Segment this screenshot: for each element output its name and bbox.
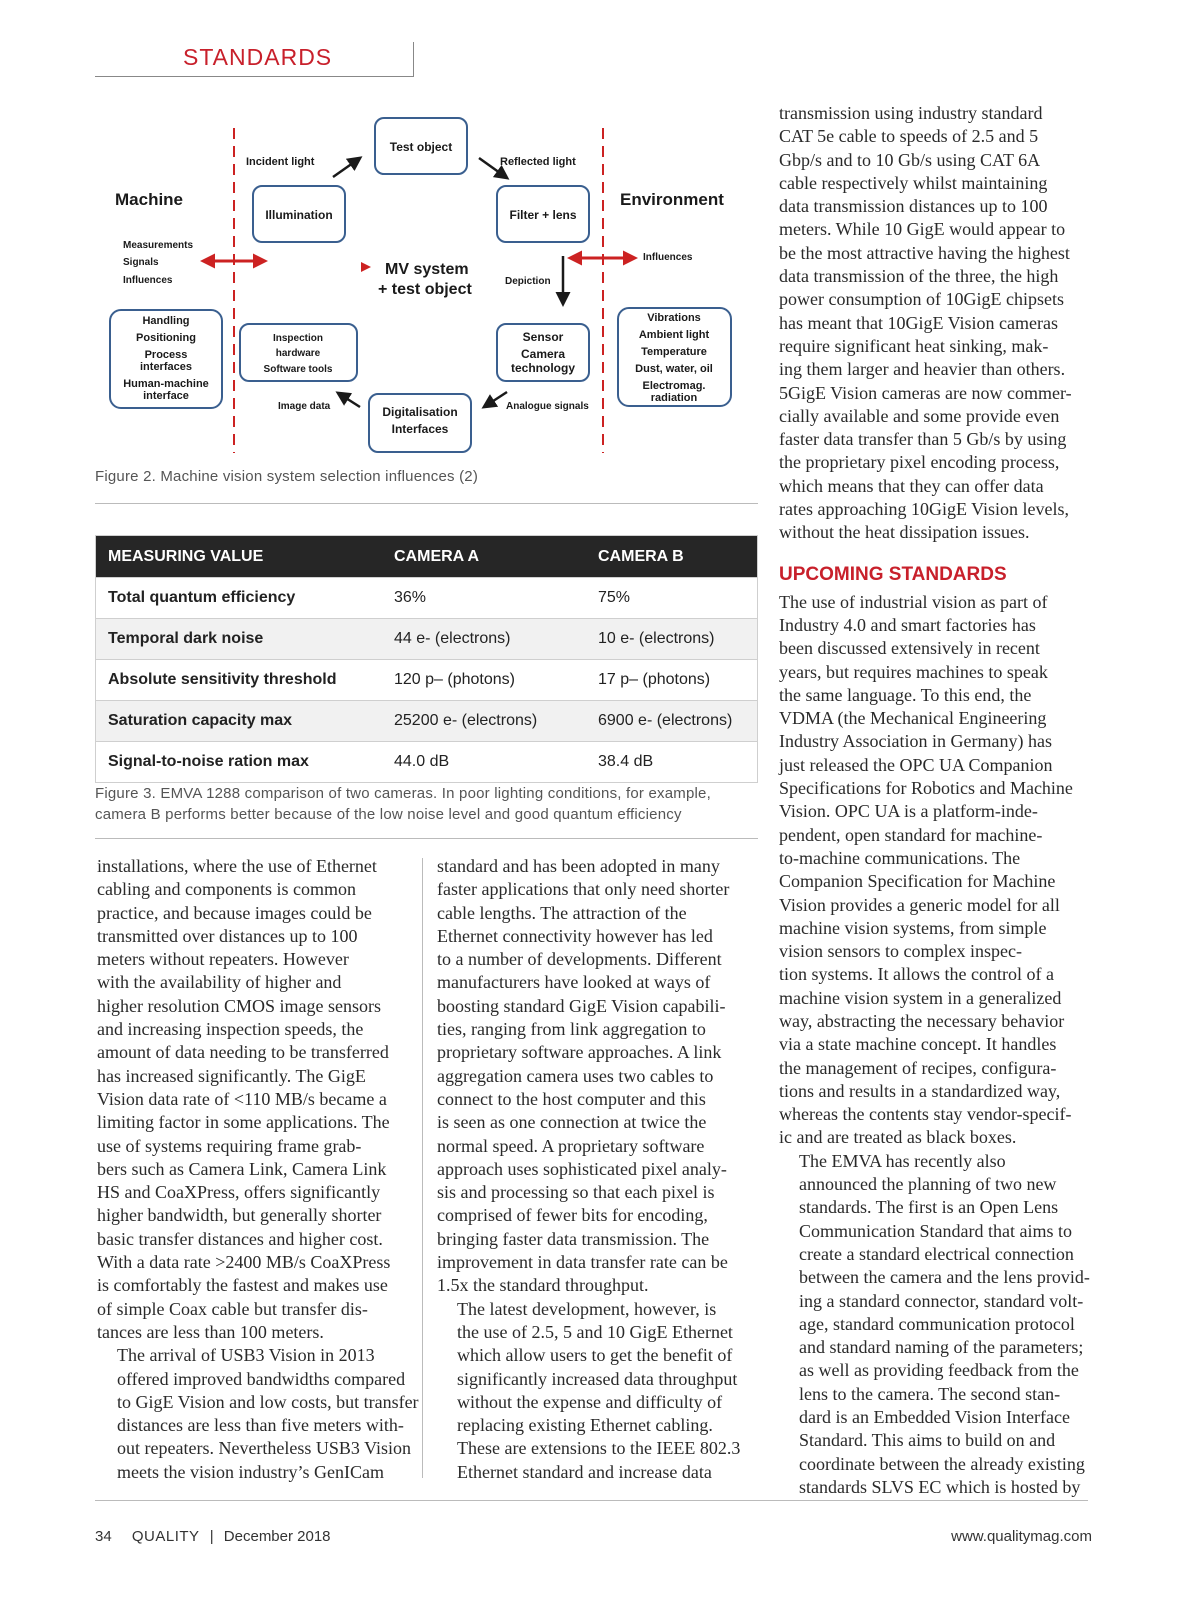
camera-a-value: 36% [382, 578, 586, 619]
text-line: data transmission of the three, the high [779, 266, 1059, 287]
text-line: data transmission distances up to 100 [779, 196, 1048, 217]
camera-b-value: 6900 e- (electrons) [586, 701, 758, 742]
figure-2-caption: Figure 2. Machine vision system selection influences (2) [95, 468, 479, 485]
camera-a-value: 25200 e- (electrons) [382, 701, 586, 742]
camera-a-value: 120 p– (photons) [382, 660, 586, 701]
text-line: transmitted over distances up to 100 [97, 925, 358, 946]
text-line: proprietary software approaches. A link [437, 1042, 722, 1063]
text-line: been discussed extensively in recent [779, 638, 1040, 659]
page-number: 34 [95, 1528, 112, 1545]
text-line: Vision. OPC UA is a platform-inde- [779, 801, 1038, 822]
figure-3-caption-line-1: Figure 3. EMVA 1288 comparison of two cameras. In poor lighting conditions, for example, [95, 785, 711, 802]
incident-arrow [333, 158, 360, 177]
footer-left [95, 1528, 331, 1545]
table-row [96, 660, 758, 701]
analogue-arrow [484, 392, 507, 407]
handling-line-1: Handling [142, 315, 190, 327]
text-line: with the availability of higher and [97, 972, 342, 993]
text-line: These are extensions to the IEEE 802.3 [457, 1438, 741, 1459]
test-object-label: Test object [389, 140, 453, 154]
text-line: Industry 4.0 and smart factories has [779, 614, 1036, 635]
text-line: out repeaters. Nevertheless USB3 Vision [117, 1438, 412, 1459]
text-line: boosting standard GigE Vision capabili- [437, 995, 726, 1016]
text-line: limiting factor in some applications. The [97, 1112, 390, 1133]
text-line: cable respectively whilst maintaining [779, 172, 1048, 193]
paragraph [779, 1150, 1094, 1499]
text-line: 5GigE Vision cameras are now commer- [779, 382, 1072, 403]
signals-label: Signals [123, 257, 159, 268]
text-line: bringing faster data transmission. The [437, 1228, 710, 1249]
text-line: Industry Association in Germany) has [779, 731, 1052, 752]
image-data-label: Image data [278, 401, 331, 412]
depiction-label: Depiction [505, 276, 551, 287]
text-line: the proprietary pixel encoding process, [779, 452, 1060, 473]
paragraph [779, 591, 1094, 1150]
text-line: Vision data rate of <110 MB/s became a [97, 1088, 387, 1109]
text-line: years, but requires machines to speak [779, 661, 1048, 682]
text-line: via a state machine concept. It handles [779, 1034, 1057, 1055]
text-line: Vision provides a generic model for all [779, 894, 1060, 915]
inspection-line-2: hardware [275, 348, 321, 359]
text-line: which means that they can offer data [779, 475, 1044, 496]
paragraph [779, 102, 1094, 545]
text-line: offered improved bandwidths compared [117, 1368, 406, 1389]
figure-2-diagram [95, 108, 760, 473]
text-line: VDMA (the Mechanical Engineering [779, 708, 1047, 729]
text-line: significantly increased data throughput [457, 1368, 738, 1389]
text-line: Ethernet standard and increase data [457, 1461, 712, 1482]
text-line: HS and CoaXPress, offers significantly [97, 1182, 381, 1203]
text-line: has increased significantly. The GigE [97, 1065, 366, 1086]
text-line: tions and results in a standardized way, [779, 1080, 1061, 1101]
paragraph [97, 855, 412, 1344]
text-line: ing a standard connector, standard volt- [799, 1290, 1084, 1311]
text-line: replacing existing Ethernet cabling. [457, 1415, 713, 1436]
text-line: connect to the host computer and this [437, 1088, 706, 1109]
camera-b-value: 38.4 dB [586, 742, 758, 783]
camera-comparison-table [95, 535, 758, 783]
handling-line-6: interface [143, 390, 189, 402]
influences-right-label: Influences [643, 252, 693, 263]
text-line: without the expense and difficulty of [457, 1391, 723, 1412]
influences-left-label: Influences [123, 275, 173, 286]
handling-line-4: interfaces [140, 361, 192, 373]
row-label: Temporal dark noise [96, 619, 383, 660]
text-line: and increasing inspection speeds, the [97, 1019, 364, 1040]
text-line: practice, and because images could be [97, 902, 372, 923]
machine-label: Machine [115, 190, 184, 209]
text-line: meters without repeaters. However [97, 949, 349, 970]
upcoming-standards-heading: UPCOMING STANDARDS [779, 563, 1007, 585]
sensor-line-1: Sensor [522, 330, 564, 344]
incident-light-label: Incident light [246, 156, 315, 168]
text-line: the management of recipes, configura- [779, 1057, 1057, 1078]
sensor-line-2: Camera [520, 347, 566, 361]
text-line: ties, ranging from link aggregation to [437, 1019, 706, 1040]
vibrations-line-5: Electromag. [642, 380, 706, 392]
text-line: ing them larger and heavier than others. [779, 359, 1066, 380]
table-row [96, 619, 758, 660]
text-line: whereas the contents stay vendor-specif- [779, 1104, 1072, 1125]
table-header-row [96, 536, 758, 578]
camera-a-value: 44 e- (electrons) [382, 619, 586, 660]
text-line: meters. While 10 GigE would appear to [779, 219, 1066, 240]
text-line: use of systems requiring frame grab- [97, 1135, 362, 1156]
camera-b-value: 10 e- (electrons) [586, 619, 758, 660]
text-line: basic transfer distances and higher cost. [97, 1228, 383, 1249]
text-line: 1.5x the standard throughput. [437, 1275, 649, 1296]
text-line: vision sensors to complex inspec- [779, 941, 1022, 962]
camera-b-value: 17 p– (photons) [586, 660, 758, 701]
text-line: comprised of fewer bits for encoding, [437, 1205, 708, 1226]
column-divider [422, 858, 423, 1478]
text-line: rates approaching 10GigE Vision levels, [779, 499, 1070, 520]
text-line: The use of industrial vision as part of [779, 591, 1048, 612]
divider [95, 503, 758, 504]
text-line: sis and processing so that each pixel is [437, 1182, 715, 1203]
article-column-3 [779, 102, 1094, 1499]
vibrations-line-3: Temperature [641, 346, 707, 358]
text-line: has meant that 10GigE Vision cameras [779, 312, 1059, 333]
section-title: STANDARDS [183, 44, 333, 70]
text-line: ic and are treated as black boxes. [779, 1127, 1017, 1148]
text-line: dard is an Embedded Vision Interface [799, 1407, 1070, 1428]
text-line: The latest development, however, is [457, 1298, 717, 1319]
text-line: be the most attractive having the highest [779, 242, 1070, 263]
text-line: Standard. This aims to build on and [799, 1430, 1056, 1451]
text-line: to GigE Vision and low costs, but transfer [117, 1391, 419, 1412]
text-line: aggregation camera uses two cables to [437, 1065, 714, 1086]
text-line: higher resolution CMOS image sensors [97, 995, 381, 1016]
text-line: Companion Specification for Machine [779, 871, 1056, 892]
text-line: installations, where the use of Ethernet [97, 856, 377, 876]
text-line: require significant heat sinking, mak- [779, 335, 1049, 356]
text-line: the use of 2.5, 5 and 10 GigE Ethernet [457, 1321, 733, 1342]
text-line: Specifications for Robotics and Machine [779, 778, 1073, 799]
paragraph [437, 855, 752, 1298]
text-line: between the camera and the lens provid- [799, 1267, 1090, 1288]
table-row [96, 578, 758, 619]
header-measuring-value: MEASURING VALUE [96, 536, 383, 578]
text-line: faster data transfer than 5 Gb/s by using [779, 429, 1067, 450]
text-line: cabling and components is common [97, 879, 356, 900]
text-line: which allow users to get the benefit of [457, 1345, 733, 1366]
article-column-1 [97, 855, 419, 1484]
text-line: is seen as one connection at twice the [437, 1112, 707, 1133]
row-label: Total quantum efficiency [96, 578, 383, 619]
text-line: meets the vision industry’s GenICam [117, 1461, 384, 1482]
header-camera-b: CAMERA B [586, 536, 758, 578]
text-line: CAT 5e cable to speeds of 2.5 and 5 [779, 126, 1039, 147]
inspection-line-1: Inspection [272, 333, 324, 344]
center-label-1: MV system [385, 261, 469, 278]
text-line: is comfortably the fastest and makes use [97, 1275, 388, 1296]
text-line: lens to the camera. The second stan- [799, 1383, 1061, 1404]
text-line: Ethernet connectivity however has led [437, 925, 713, 946]
vibrations-line-4: Dust, water, oil [635, 363, 713, 375]
text-line: Communication Standard that aims to [799, 1220, 1072, 1241]
text-line: coordinate between the already existing [799, 1453, 1085, 1474]
row-label: Absolute sensitivity threshold [96, 660, 383, 701]
row-label: Signal-to-noise ration max [96, 742, 383, 783]
text-line: pendent, open standard for machine- [779, 824, 1043, 845]
text-line: manufacturers have looked at ways of [437, 972, 711, 993]
inspection-line-3: Software tools [263, 364, 333, 375]
figure-3-caption [95, 783, 711, 825]
table-row [96, 742, 758, 783]
text-line: create a standard electrical connection [799, 1243, 1074, 1264]
text-line: just released the OPC UA Companion [779, 754, 1053, 775]
row-label: Saturation capacity max [96, 701, 383, 742]
handling-line-5: Human-machine [123, 378, 209, 390]
reflected-light-label: Reflected light [500, 156, 576, 168]
analogue-signals-label: Analogue signals [506, 401, 589, 412]
text-line: standards SLVS EC which is hosted by [799, 1476, 1081, 1497]
filter-lens-label: Filter + lens [509, 208, 577, 222]
text-line: of simple Coax cable but transfer dis- [97, 1298, 368, 1319]
handling-line-2: Positioning [136, 332, 196, 344]
text-line: standards. The first is an Open Lens [799, 1197, 1059, 1218]
text-line: cially available and some provide even [779, 405, 1060, 426]
text-line: faster applications that only need shorter [437, 879, 730, 900]
paragraph [437, 1298, 752, 1484]
camera-a-value: 44.0 dB [382, 742, 586, 783]
sensor-line-3: technology [510, 361, 576, 375]
handling-line-3: Process [144, 349, 188, 361]
text-line: tances are less than 100 meters. [97, 1321, 324, 1342]
table-row [96, 701, 758, 742]
text-line: tion systems. It allows the control of a [779, 964, 1054, 985]
camera-b-value: 75% [586, 578, 758, 619]
text-line: the same language. To this end, the [779, 684, 1032, 705]
measurements-label: Measurements [123, 240, 194, 251]
text-line: distances are less than five meters with- [117, 1415, 404, 1436]
text-line: age, standard communication protocol [799, 1313, 1075, 1334]
image-data-arrow [338, 393, 360, 407]
issue-date: December 2018 [223, 1528, 331, 1545]
divider [95, 838, 758, 839]
text-line: With a data rate >2400 MB/s CoaXPress [97, 1252, 391, 1273]
text-line: power consumption of 10GigE chipsets [779, 289, 1064, 310]
text-line: to a number of developments. Different [437, 949, 722, 970]
footer-rule [95, 1500, 1088, 1501]
vibrations-line-2: Ambient light [638, 329, 710, 341]
paragraph [97, 1344, 419, 1484]
magazine-name: QUALITY [131, 1528, 200, 1545]
environment-label: Environment [620, 190, 724, 209]
text-line: higher bandwidth, but generally shorter [97, 1205, 382, 1226]
text-line: machine vision systems, from simple [779, 917, 1047, 938]
text-line: amount of data needing to be transferred [97, 1042, 389, 1063]
text-line: Gbp/s and to 10 Gb/s using CAT 6A [779, 149, 1041, 170]
vibrations-line-6: radiation [650, 392, 698, 404]
text-line: to-machine communications. The [779, 847, 1021, 868]
vibrations-line-1: Vibrations [647, 312, 701, 324]
text-line: announced the planning of two new [799, 1174, 1057, 1195]
digitalisation-line-2: Interfaces [391, 422, 449, 436]
article-column-2 [437, 855, 752, 1484]
text-line: normal speed. A proprietary software [437, 1135, 705, 1156]
footer-separator: | [209, 1528, 214, 1545]
text-line: bers such as Camera Link, Camera Link [97, 1158, 387, 1179]
text-line: approach uses sophisticated pixel analy- [437, 1158, 727, 1179]
text-line: standard and has been adopted in many [437, 856, 720, 876]
illumination-label: Illumination [265, 208, 333, 222]
header-camera-a: CAMERA A [382, 536, 586, 578]
center-pointer-icon [361, 262, 371, 272]
center-label-2: + test object [378, 281, 472, 298]
section-header [95, 42, 414, 77]
digitalisation-line-1: Digitalisation [382, 405, 458, 419]
text-line: The EMVA has recently also [799, 1150, 1006, 1171]
text-line: improvement in data transfer rate can be [437, 1252, 728, 1273]
text-line: machine vision system in a generalized [779, 987, 1062, 1008]
text-line: and standard naming of the parameters; [799, 1337, 1084, 1358]
figure-3-caption-line-2: camera B performs better because of the low noise level and good quantum efficiency [95, 806, 682, 823]
text-line: as well as providing feedback from the [799, 1360, 1079, 1381]
text-line: transmission using industry standard [779, 103, 1043, 123]
text-line: without the heat dissipation issues. [779, 522, 1030, 543]
text-line: The arrival of USB3 Vision in 2013 [117, 1345, 375, 1366]
text-line: cable lengths. The attraction of the [437, 902, 687, 923]
text-line: way, abstracting the necessary behavior [779, 1010, 1065, 1031]
footer-website[interactable]: www.qualitymag.com [951, 1528, 1092, 1545]
